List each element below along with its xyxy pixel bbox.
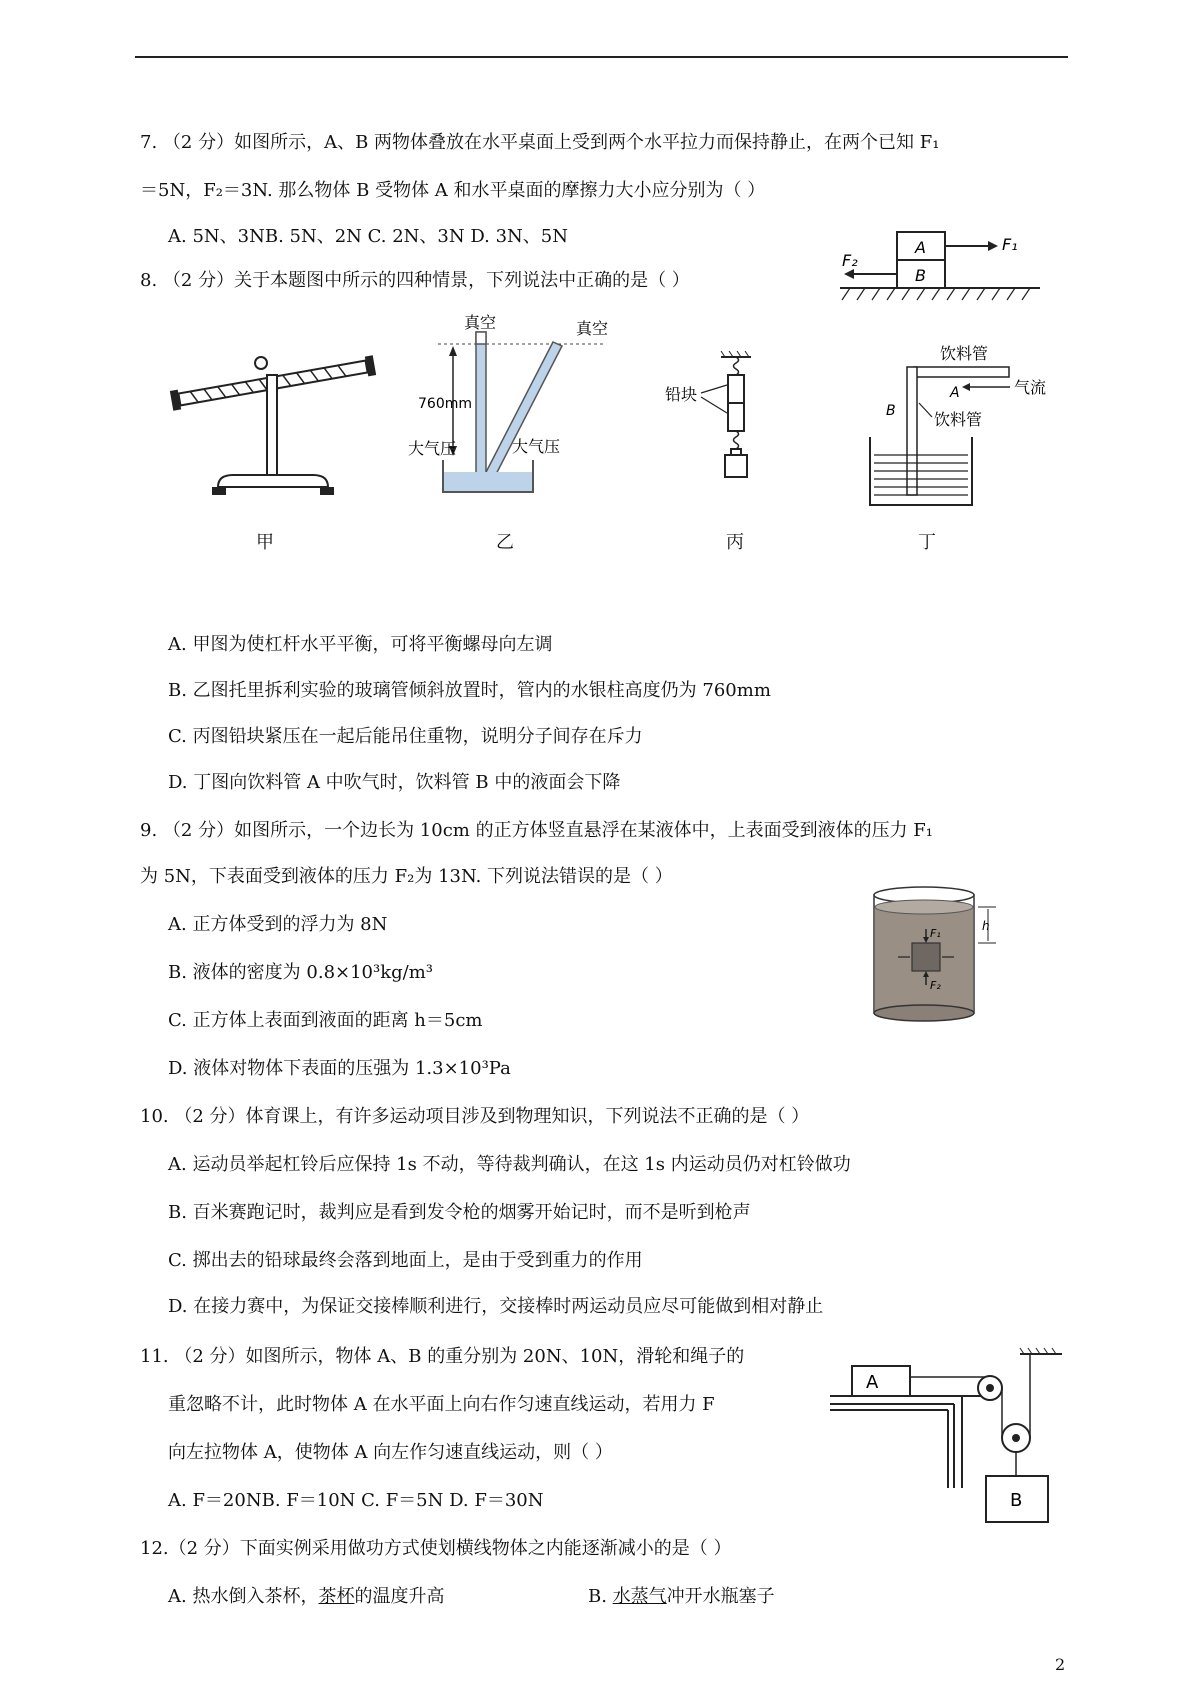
fig-bing-lead-blocks (665, 355, 775, 505)
q7-label-f1: F₁ (1002, 235, 1018, 254)
q7-label-f2: F₂ (842, 251, 858, 270)
q9-line2: 为 5N，下表面受到液体的压力 F₂为 13N. 下列说法错误的是（ ） (140, 866, 673, 887)
ding-tube-label-2: 饮料管 (934, 410, 983, 429)
q12-option-b-underlined: 水蒸气 (612, 1586, 667, 1607)
q9-label-f2: F₂ (930, 979, 941, 992)
q10-option-d: D. 在接力赛中，为保证交接棒顺利进行，交接棒时两运动员应尽可能做到相对静止 (168, 1296, 824, 1317)
q10-option-c: C. 掷出去的铅球最终会落到地面上，是由于受到重力的作用 (168, 1250, 643, 1271)
q12-option-b-suffix: 冲开水瓶塞子 (666, 1586, 775, 1607)
yi-atm-label-1: 大气压 (408, 439, 457, 458)
q9-option-a: A. 正方体受到的浮力为 8N (168, 914, 388, 935)
ding-label-b: B (886, 403, 896, 419)
q9-option-b: B. 液体的密度为 0.8×10³kg/m³ (168, 962, 433, 983)
q11-line1: 11. （2 分）如图所示，物体 A、B 的重分别为 20N、10N，滑轮和绳子的 (140, 1346, 745, 1367)
q12-stem: 12.（2 分）下面实例采用做功方式使划横线物体之内能逐渐减小的是（ ） (140, 1538, 732, 1559)
q8-option-c: C. 丙图铅块紧压在一起后能吊住重物，说明分子间存在斥力 (168, 726, 643, 747)
q8-option-d: D. 丁图向饮料管 A 中吹气时，饮料管 B 中的液面会下降 (168, 772, 621, 793)
q12-option-b (588, 1582, 775, 1608)
q9-line1: 9. （2 分）如图所示，一个边长为 10cm 的正方体竖直悬浮在某液体中，上表面受到液体的压力 F₁ (140, 820, 933, 841)
fig-ding-straws (862, 344, 1047, 505)
q11-label-a: A (866, 1372, 879, 1393)
ding-tube-label-1: 饮料管 (940, 344, 989, 363)
q11-options: A. F＝20NB. F＝10N C. F＝5N D. F＝30N (168, 1490, 544, 1511)
ding-airflow-label: 气流 (1014, 378, 1047, 397)
q12-option-a (168, 1582, 444, 1608)
q9-figure-cylinder (870, 885, 1000, 1025)
q7-label-a: A (915, 238, 926, 257)
caption-jia: 甲 (256, 532, 274, 553)
q7-label-b: B (915, 266, 926, 285)
fig-jia-lever (168, 345, 378, 505)
q9-option-d: D. 液体对物体下表面的压强为 1.3×10³Pa (168, 1058, 511, 1079)
q11-figure-pulley (830, 1348, 1068, 1528)
q12-option-a-suffix: 的温度升高 (354, 1586, 445, 1607)
q9-label-h: h (982, 919, 990, 933)
q8-stem: 8. （2 分）关于本题图中所示的四种情景，下列说法中正确的是（ ） (140, 270, 690, 291)
q8-option-b: B. 乙图托里拆利实验的玻璃管倾斜放置时，管内的水银柱高度仍为 760mm (168, 680, 771, 701)
header-rule (135, 56, 1068, 58)
q10-option-a: A. 运动员举起杠铃后应保持 1s 不动，等待裁判确认，在这 1s 内运动员仍对杠铃做功 (168, 1154, 851, 1175)
q12-option-a-underlined: 茶杯 (318, 1586, 355, 1607)
q9-label-f1: F₁ (930, 927, 941, 940)
q10-stem: 10. （2 分）体育课上，有许多运动项目涉及到物理知识，下列说法不正确的是（ ） (140, 1106, 810, 1127)
q10-option-b: B. 百米赛跑记时，裁判应是看到发令枪的烟雾开始记时，而不是听到枪声 (168, 1202, 751, 1223)
q7-line2: ＝5N，F₂＝3N. 那么物体 B 受物体 A 和水平桌面的摩擦力大小应分别为（ ） (140, 180, 766, 201)
page-number: 2 (1055, 1655, 1066, 1674)
q9-option-c: C. 正方体上表面到液面的距离 h＝5cm (168, 1010, 483, 1031)
yi-vacuum-label-1: 真空 (464, 313, 497, 332)
q7-options: A. 5N、3NB. 5N、2N C. 2N、3N D. 3N、5N (168, 226, 568, 247)
yi-height-label: 760mm (418, 396, 472, 412)
q8-option-a: A. 甲图为使杠杆水平平衡，可将平衡螺母向左调 (168, 634, 553, 655)
q11-line3: 向左拉物体 A，使物体 A 向左作匀速直线运动，则（ ） (168, 1442, 613, 1463)
ding-label-a: A (950, 385, 960, 401)
q11-line2: 重忽略不计，此时物体 A 在水平面上向右作匀速直线运动，若用力 F (168, 1394, 715, 1415)
caption-yi: 乙 (496, 532, 514, 553)
caption-ding: 丁 (918, 532, 936, 553)
yi-atm-label-2: 大气压 (512, 437, 561, 456)
q11-label-b: B (1010, 1490, 1023, 1511)
bing-lead-label: 铅块 (665, 385, 698, 404)
yi-vacuum-label-2: 真空 (576, 319, 609, 338)
q12-option-a-prefix: A. 热水倒入茶杯， (168, 1586, 319, 1607)
q7-figure (840, 228, 1040, 310)
caption-bing: 丙 (726, 532, 744, 553)
fig-yi-torricelli (408, 312, 638, 507)
q7-line1: 7. （2 分）如图所示，A、B 两物体叠放在水平桌面上受到两个水平拉力而保持静止，在两个已知 F₁ (140, 132, 940, 153)
q12-option-b-prefix: B. (588, 1586, 613, 1607)
